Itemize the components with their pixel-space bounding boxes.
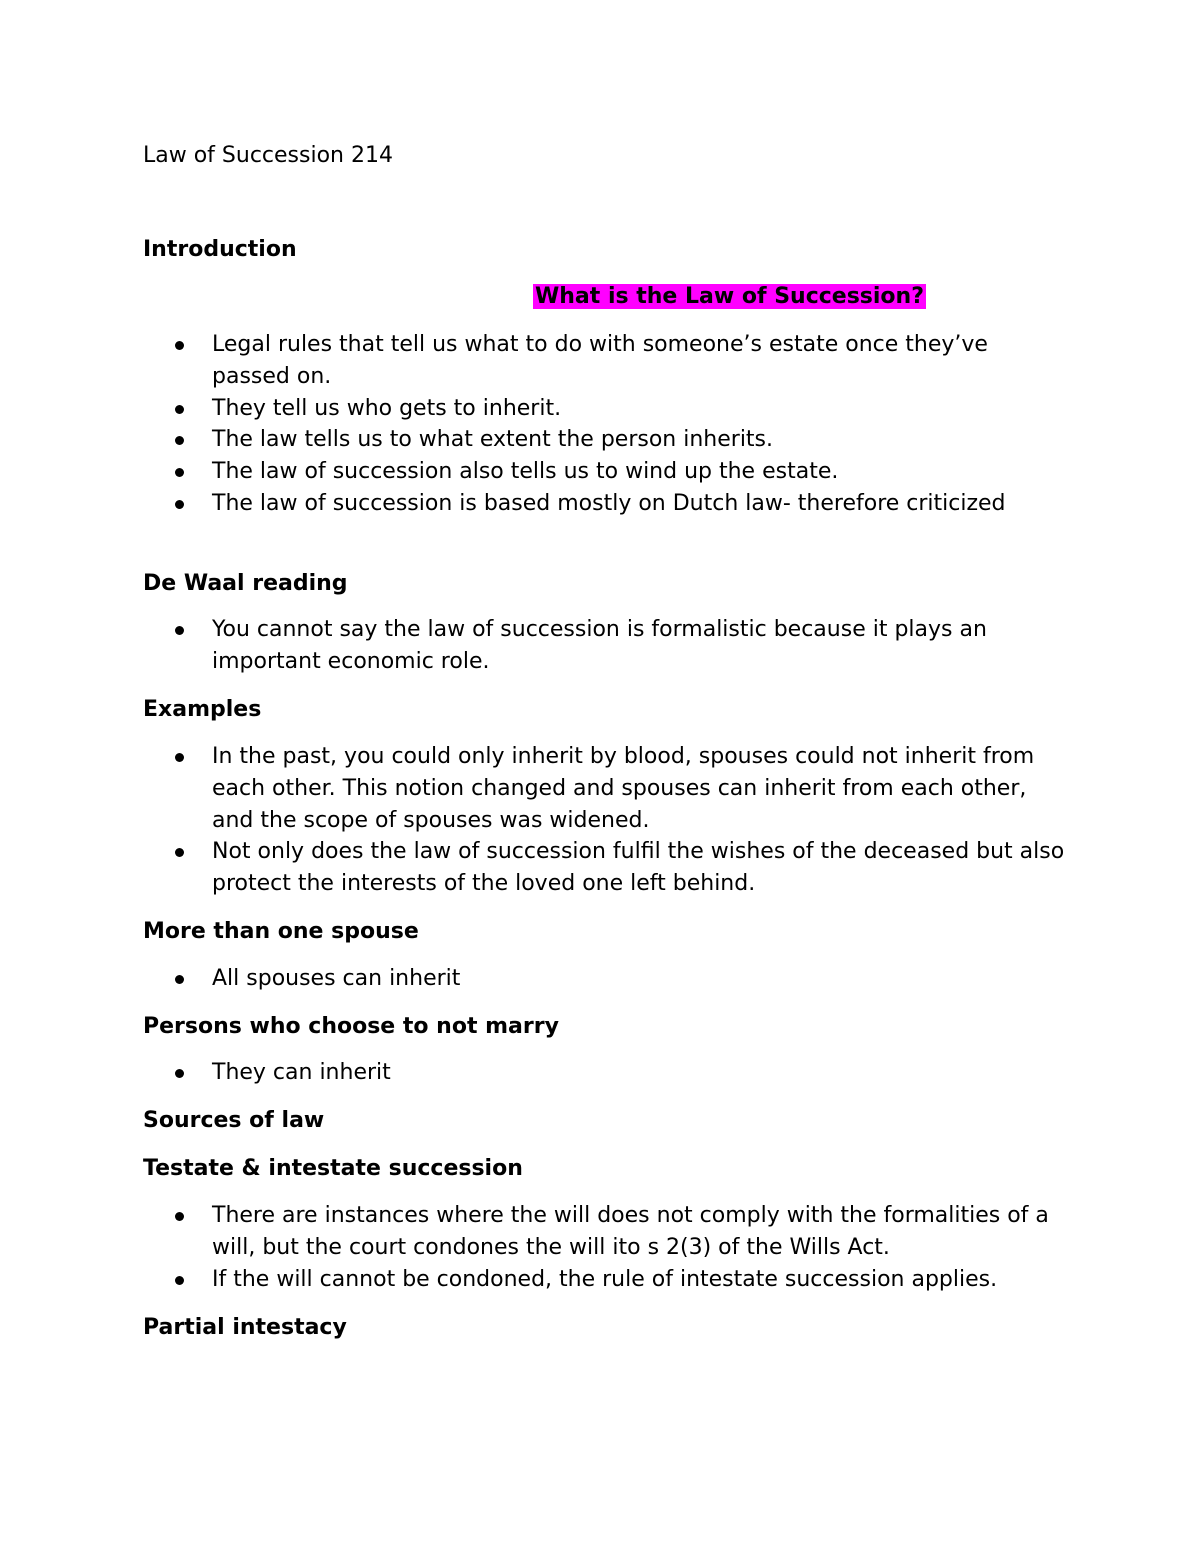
bullet-icon	[175, 405, 184, 414]
examples-bullet-list	[0, 741, 1200, 900]
heading-sources-of-law: Sources of law	[143, 1108, 325, 1133]
heading-more-than-one-spouse: More than one spouse	[143, 919, 419, 944]
list-item-text: In the past, you could only inherit by blood, spouses could not inherit from each other. This notion changed and spouses can inherit from each other, and the scope of spouses was widened.	[212, 744, 1035, 833]
list-item	[0, 1057, 1072, 1089]
spouse-bullet-list	[0, 963, 1200, 995]
heading-introduction: Introduction	[143, 237, 297, 262]
list-item-text: Not only does the law of succession fulfil the wishes of the deceased but also protect the interests of the loved one left behind.	[212, 839, 1065, 897]
list-item-text: They can inherit	[212, 1060, 391, 1085]
heading-partial-intestacy: Partial intestacy	[143, 1315, 347, 1340]
introduction-bullet-list	[0, 329, 1200, 520]
list-item-text: There are instances where the will does not comply with the formalities of a will, but the court condones the will ito s 2(3) of the Wills Act.	[212, 1203, 1049, 1260]
list-item	[0, 488, 1072, 520]
heading-persons-not-marry: Persons who choose to not marry	[143, 1014, 559, 1039]
not-marry-bullet-list	[0, 1057, 1200, 1089]
bullet-icon	[175, 500, 184, 509]
list-item	[0, 424, 1072, 456]
bullet-icon	[175, 341, 184, 350]
list-item	[0, 393, 1072, 425]
list-item	[0, 329, 1072, 393]
heading-de-waal-reading: De Waal reading	[143, 571, 348, 596]
highlight-text: What is the Law of Succession?	[535, 284, 924, 309]
bullet-icon	[175, 436, 184, 445]
bullet-icon	[175, 468, 184, 477]
list-item	[0, 614, 1072, 678]
list-item	[0, 1200, 1072, 1264]
list-item	[0, 963, 1072, 995]
bullet-icon	[175, 975, 184, 984]
list-item-text: You cannot say the law of succession is formalistic because it plays an important economic role.	[212, 617, 987, 674]
list-item-text: The law of succession is based mostly on Dutch law- therefore criticized	[212, 490, 1006, 516]
bullet-icon	[175, 1212, 184, 1221]
list-item-text: All spouses can inherit	[212, 966, 461, 991]
list-item	[0, 1264, 1072, 1296]
list-item-text: If the will cannot be condoned, the rule of intestate succession applies.	[212, 1266, 998, 1292]
highlighted-subheading	[533, 282, 926, 312]
list-item-text: The law tells us to what extent the person inherits.	[212, 427, 774, 453]
bullet-icon	[175, 1276, 184, 1285]
document-title: Law of Succession 214	[143, 143, 393, 168]
bullet-icon	[175, 1069, 184, 1078]
heading-examples: Examples	[143, 697, 262, 722]
bullet-icon	[175, 626, 184, 635]
heading-testate-intestate: Testate & intestate succession	[143, 1156, 523, 1181]
de-waal-bullet-list	[0, 614, 1200, 678]
bullet-icon	[175, 848, 184, 857]
testate-bullet-list	[0, 1200, 1200, 1295]
list-item-text: They tell us who gets to inherit.	[212, 395, 562, 421]
list-item	[0, 741, 1072, 836]
bullet-icon	[175, 753, 184, 762]
list-item	[0, 836, 1072, 900]
list-item-text: Legal rules that tell us what to do with someone’s estate once they’ve passed on.	[212, 332, 988, 389]
list-item	[0, 456, 1072, 488]
list-item-text: The law of succession also tells us to wind up the estate.	[212, 459, 839, 485]
